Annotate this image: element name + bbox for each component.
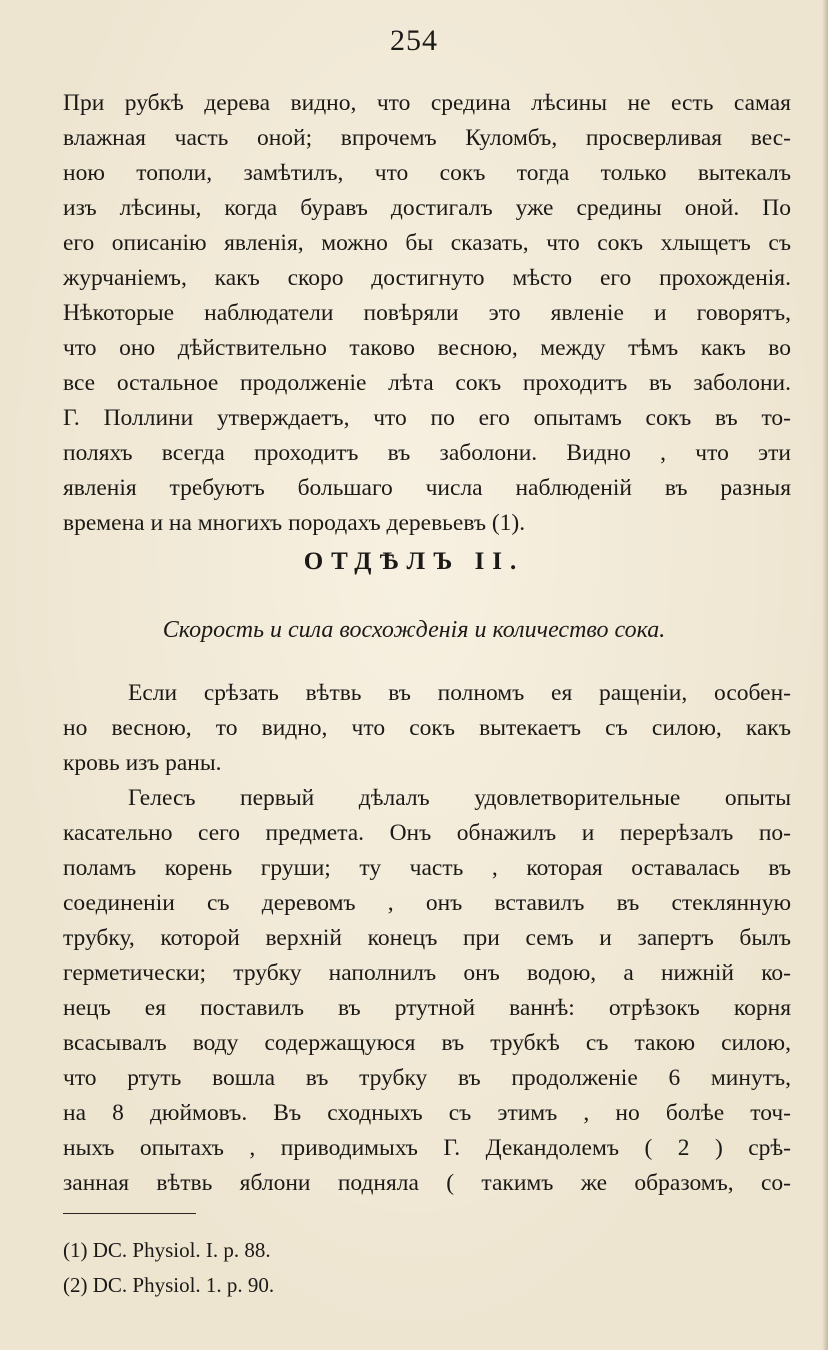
text-line: нецъ ея поставилъ въ ртутной ваннѣ: отрѣзокъ корня bbox=[63, 995, 791, 1021]
text-line: его описанію явленія, можно бы сказать, что сокъ хлыщетъ съ bbox=[63, 230, 791, 256]
text-line: поламъ корень груши; ту часть , которая оставалась въ bbox=[63, 855, 791, 881]
text-line: изъ лѣсины, когда буравъ достигалъ уже средины оной. По bbox=[63, 195, 791, 221]
text-line: соединеніи съ деревомъ , онъ вставилъ въ стеклянную bbox=[63, 890, 791, 916]
text-line: явленія требуютъ большаго числа наблюденій въ разныя bbox=[63, 475, 791, 501]
footnote-rule bbox=[63, 1213, 196, 1214]
text-line: кровь изъ раны. bbox=[63, 750, 222, 776]
text-line: Если срѣзать вѣтвь въ полномъ ея ращеніи, особен- bbox=[128, 680, 791, 706]
section-subtitle: Скорость и сила восхожденія и количество сока. bbox=[162, 617, 666, 643]
section-heading: ОТДѢЛЪ II. bbox=[303, 548, 525, 575]
text-line: герметически; трубку наполнилъ онъ водою, а нижній ко- bbox=[63, 960, 791, 986]
text-line: все остальное продолженіе лѣта сокъ проходитъ въ заболони. bbox=[63, 370, 791, 396]
text-line: касательно сего предмета. Онъ обнажилъ и перерѣзалъ по- bbox=[63, 820, 791, 846]
text-line: времена и на многихъ породахъ деревьевъ (1). bbox=[63, 510, 526, 536]
text-line: При рубкѣ дерева видно, что средина лѣсины не есть самая bbox=[63, 90, 791, 116]
text-line: ныхъ опытахъ , приводимыхъ Г. Декандолемъ ( 2 ) срѣ- bbox=[63, 1135, 791, 1161]
text-line: на 8 дюймовъ. Въ сходныхъ съ этимъ , но болѣе точ- bbox=[63, 1100, 791, 1126]
text-line: занная вѣтвь яблони подняла ( такимъ же образомъ, со- bbox=[63, 1170, 791, 1196]
text-line: поляхъ всегда проходитъ въ заболони. Видно , что эти bbox=[63, 440, 791, 466]
text-line: Гелесъ первый дѣлалъ удовлетворительные опыты bbox=[128, 785, 791, 811]
page-edge-shadow bbox=[822, 0, 828, 1350]
text-line: ною тополи, замѣтилъ, что сокъ тогда только вытекалъ bbox=[63, 160, 791, 186]
text-line: трубку, которой верхній конецъ при семъ и запертъ былъ bbox=[63, 925, 791, 951]
page-number: 254 bbox=[390, 24, 438, 57]
footnote: (2) DC. Physiol. 1. p. 90. bbox=[63, 1273, 275, 1297]
text-line: журчаніемъ, какъ скоро достигнуто мѣсто его прохожденія. bbox=[63, 265, 791, 291]
text-line: что ртуть вошла въ трубку въ продолженіе 6 минутъ, bbox=[63, 1065, 791, 1091]
text-line: всасывалъ воду содержащуюся въ трубкѣ съ такою силою, bbox=[63, 1030, 791, 1056]
text-line: Нѣкоторые наблюдатели повѣряли это явленіе и говорятъ, bbox=[63, 300, 791, 326]
text-line: но весною, то видно, что сокъ вытекаетъ съ силою, какъ bbox=[63, 715, 791, 741]
text-line: Г. Поллини утверждаетъ, что по его опытамъ сокъ въ то- bbox=[63, 405, 791, 431]
footnote: (1) DC. Physiol. I. p. 88. bbox=[63, 1238, 271, 1262]
text-line: что оно дѣйствительно таково весною, между тѣмъ какъ во bbox=[63, 335, 791, 361]
text-line: влажная часть оной; впрочемъ Куломбъ, просверливая вес- bbox=[63, 125, 791, 151]
